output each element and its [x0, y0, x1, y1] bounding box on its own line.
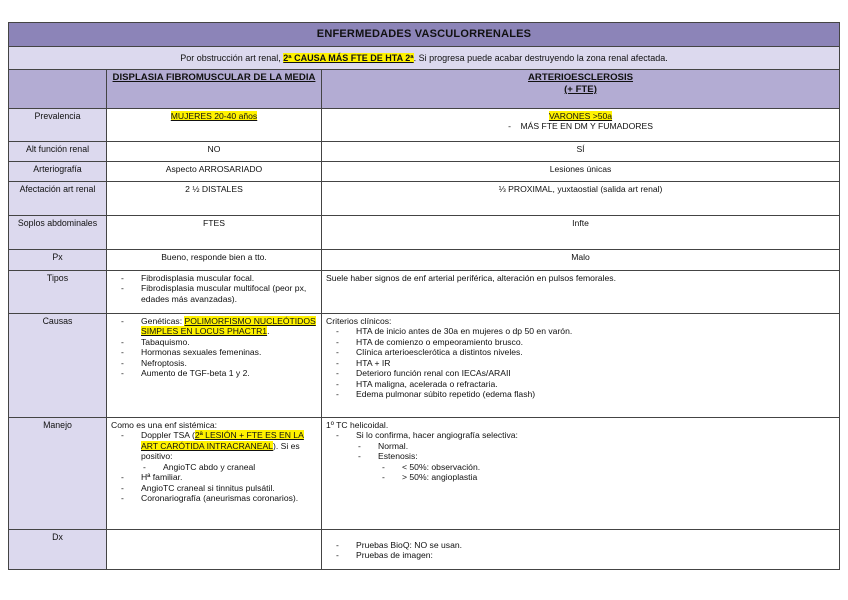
funcion-col1: NO [107, 142, 322, 162]
row-label-afectacion: Afectación art renal [9, 182, 107, 216]
soplos-col2: Infte [322, 216, 840, 250]
manejo-doppler-pre: Doppler TSA ( [141, 430, 195, 441]
px-col1: Bueno, responde bien a tto. [107, 250, 322, 271]
manejo-col1 [107, 418, 322, 530]
list-item [378, 451, 835, 482]
prevalencia-col1 [107, 109, 322, 142]
row-label-prevalencia: Prevalencia [9, 109, 107, 142]
header-empty-cell [9, 70, 107, 109]
manejo-doppler-post: ). Si es positivo: [141, 440, 300, 462]
list-item: - AngioTC craneal si tinnitus pulsátil. [141, 483, 317, 493]
row-label-manejo: Manejo [9, 418, 107, 530]
tipos-col1-list [111, 273, 317, 304]
causas-col2 [322, 314, 840, 418]
soplos-col1: FTES [107, 216, 322, 250]
row-label-causas: Causas [9, 314, 107, 418]
causas-genetic-highlight: POLIMORFISMO NUCLEÓTIDOS SIMPLES EN LOCUS PHACTR1 [141, 316, 316, 337]
funcion-col2: SÍ [322, 142, 840, 162]
header-arterio-line2: (+ FTE) [564, 83, 597, 95]
tipos-col1 [107, 271, 322, 314]
row-label-dx: Dx [9, 530, 107, 570]
list-item: - Clínica arterioesclerótica a distintos niveles. [356, 347, 835, 357]
dx-col2 [322, 530, 840, 570]
table-subtitle [9, 47, 840, 70]
list-item: - Hª familiar. [141, 472, 317, 482]
causas-genetic-pre: Genéticas: [141, 316, 185, 326]
manejo-col2-intro: 1º TC helicoidal. [326, 420, 389, 430]
tipos-col2: Suele haber signos de enf arterial periférica, alteración en pulsos femorales. [322, 271, 840, 314]
list-item: - Tabaquismo. [141, 337, 317, 347]
causas-col1 [107, 314, 322, 418]
prevalencia-col1-highlight: MUJERES 20-40 años [170, 111, 258, 121]
row-label-funcion: Alt función renal [9, 142, 107, 162]
arteriografia-col2: Lesiones únicas [322, 162, 840, 182]
manejo-col2-list [326, 430, 835, 482]
list-item [141, 316, 317, 337]
row-label-soplos: Soplos abdominales [9, 216, 107, 250]
prevalencia-col2-item-text: MÁS FTE EN DM Y FUMADORES [520, 121, 653, 132]
header-displasia: DISPLASIA FIBROMUSCULAR DE LA MEDIA [107, 70, 322, 109]
afectacion-col2: ⅓ PROXIMAL, yuxtaostial (salida art renal) [322, 182, 840, 216]
list-item: - Deterioro función renal con IECAs/ARAII [356, 368, 835, 378]
list-item: - Coronariografía (aneurismas coronarios). [141, 493, 317, 503]
afectacion-col1: 2 ½ DISTALES [107, 182, 322, 216]
manejo-col2-l2b: Estenosis: [378, 451, 418, 462]
manejo-col1-intro: Como es una enf sistémica: [111, 420, 218, 430]
dx-col1 [107, 530, 322, 570]
row-label-arteriografia: Arteriografía [9, 162, 107, 182]
prevalencia-col2-item: - MÁS FTE EN DM Y FUMADORES [508, 121, 653, 132]
manejo-col2 [322, 418, 840, 530]
subtitle-pre: Por obstrucción art renal, [180, 52, 284, 63]
px-col2: Malo [322, 250, 840, 271]
manejo-col1-list [111, 430, 317, 503]
subtitle-post: . Si progresa puede acabar destruyendo la zona renal afectada. [413, 52, 668, 63]
header-arterio-line1: ARTERIOESCLEROSIS [528, 72, 634, 83]
list-item: - > 50%: angioplastia [402, 472, 835, 482]
manejo-doppler-highlight: 2ª LESIÓN + FTE ES EN LA ART CARÓTIDA INTRACRANEAL [141, 430, 304, 451]
list-item: - HTA de inicio antes de 30a en mujeres o dp 50 en varón. [356, 326, 835, 336]
list-item: - Fibrodisplasia muscular focal. [141, 273, 317, 283]
row-label-tipos: Tipos [9, 271, 107, 314]
list-item: - Fibrodisplasia muscular multifocal (peor px, edades más avanzadas). [141, 283, 317, 304]
list-item: - Hormonas sexuales femeninas. [141, 347, 317, 357]
list-item [141, 430, 317, 472]
subtitle-highlight: 2ª CAUSA MÁS FTE DE HTA 2ª [283, 52, 414, 63]
manejo-col2-subsublist [378, 462, 835, 483]
list-item: - HTA de comienzo o empeoramiento brusco. [356, 337, 835, 347]
causas-genetic-post: . [267, 326, 270, 337]
manejo-col1-sublist [141, 462, 317, 472]
causas-col1-list [111, 316, 317, 379]
manejo-col2-sublist [356, 441, 835, 483]
comparison-table [8, 22, 840, 570]
causas-col2-list [326, 326, 835, 399]
list-item: - HTA maligna, acelerada o refractaria. [356, 379, 835, 389]
prevalencia-col2-highlight: VARONES >50a [548, 111, 613, 121]
dx-col2-list [326, 540, 835, 561]
list-item: - Nefroptosis. [141, 358, 317, 368]
list-item [356, 430, 835, 482]
row-label-px: Px [9, 250, 107, 271]
list-item: - < 50%: observación. [402, 462, 835, 472]
list-item: - Pruebas BioQ: NO se usan. [356, 540, 835, 550]
causas-col2-intro: Criterios clínicos: [326, 316, 392, 326]
list-item: - Normal. [378, 441, 835, 451]
prevalencia-col2 [322, 109, 840, 142]
list-item: - AngioTC abdo y craneal [163, 462, 317, 472]
list-item: - Edema pulmonar súbito repetido (edema flash) [356, 389, 835, 399]
table-title: ENFERMEDADES VASCULORRENALES [9, 23, 840, 47]
manejo-col2-l1: Si lo confirma, hacer angiografía selectiva: [356, 430, 518, 441]
list-item: - Pruebas de imagen: [356, 550, 835, 560]
arteriografia-col1: Aspecto ARROSARIADO [107, 162, 322, 182]
list-item: - Aumento de TGF-beta 1 y 2. [141, 368, 317, 378]
list-item: - HTA + IR [356, 358, 835, 368]
header-arterioesclerosis [322, 70, 840, 109]
